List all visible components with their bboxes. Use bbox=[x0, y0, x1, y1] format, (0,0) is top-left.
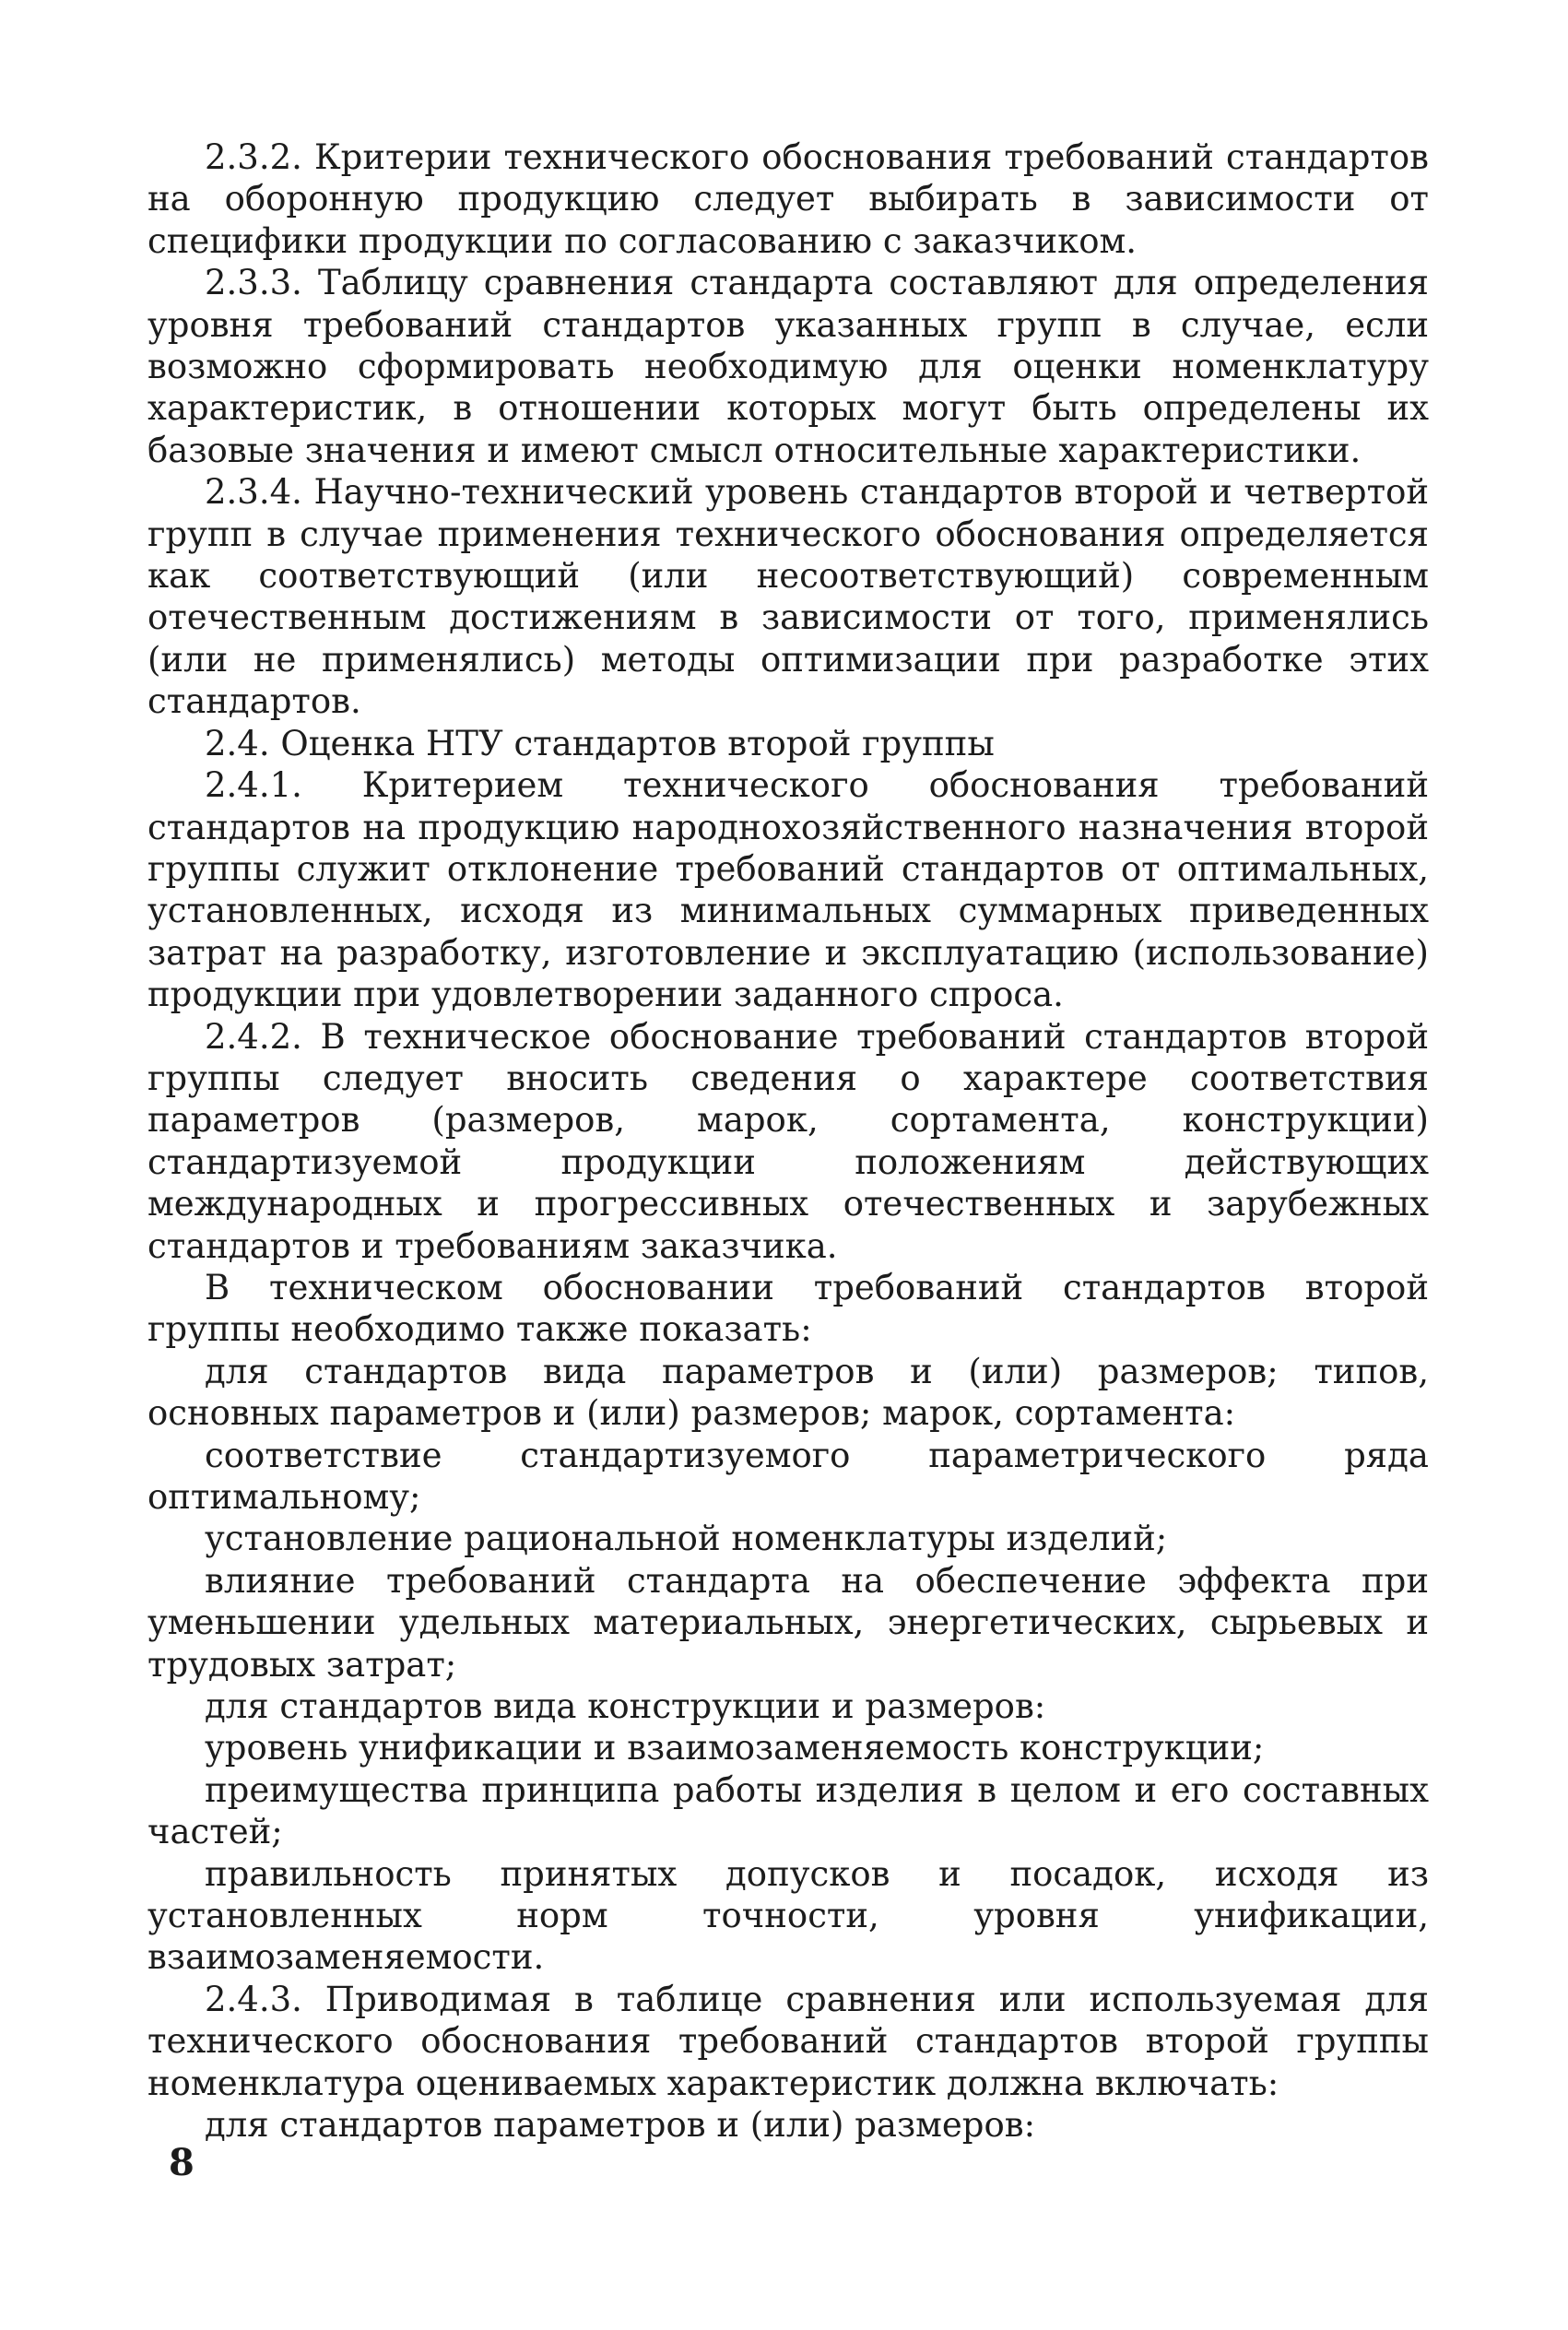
paragraph-2-4-3: 2.4.3. Приводимая в таблице сравнения или используемая для технического обоснования требований стандартов второй группы номенклатура оцениваемых характеристик должна включать: bbox=[147, 1979, 1429, 2103]
page-number: 8 bbox=[169, 2141, 195, 2184]
list-item: для стандартов вида параметров и (или) размеров; типов, основных параметров и (или) размеров; марок, сортамента: bbox=[147, 1351, 1429, 1434]
list-item: влияние требований стандарта на обеспечение эффекта при уменьшении удельных материальных, энергетических, сырьевых и трудовых затрат; bbox=[147, 1560, 1429, 1685]
list-item: уровень унификации и взаимозаменяемость конструкции; bbox=[205, 1728, 1265, 1768]
list-item: правильность принятых допусков и посадок, исходя из установленных норм точности, уровня унификации, взаимозаменяемости. bbox=[147, 1853, 1429, 1978]
list-item: для стандартов параметров и (или) размеров: bbox=[205, 2105, 1036, 2146]
body-text bbox=[147, 136, 1429, 2147]
list-item: для стандартов вида конструкции и размеров: bbox=[205, 1686, 1046, 1727]
paragraph-2-3-2: 2.3.2. Критерии технического обоснования требований стандартов на оборонную продукцию следует выбирать в зависимости от специфики продукции по согласованию с заказчиком. bbox=[147, 137, 1429, 261]
section-heading-2-4: 2.4. Оценка НТУ стандартов второй группы bbox=[205, 723, 995, 763]
paragraph-2-3-3: 2.3.3. Таблицу сравнения стандарта составляют для определения уровня требований стандартов указанных групп в случае, если возможно сформировать необходимую для оценки номенклатуру характеристик, в отношении которых могут быть определены их базовые значения и имеют смысл относительные характеристики. bbox=[147, 263, 1429, 470]
list-item: установление рациональной номенклатуры изделий; bbox=[205, 1519, 1168, 1559]
list-item: преимущества принципа работы изделия в целом и его составных частей; bbox=[147, 1769, 1429, 1852]
paragraph-2-4-1: 2.4.1. Критерием технического обоснования требований стандартов на продукцию народнохозяйственного назначения второй группы служит отклонение требований стандартов от оптимальных, установленных, исходя из минимальных суммарных приведенных затрат на разработку, изготовление и эксплуатацию (использование) продукции при удовлетворении заданного спроса. bbox=[147, 765, 1429, 1015]
list-item: соответствие стандартизуемого параметрического ряда оптимальному; bbox=[147, 1435, 1429, 1517]
paragraph-2-3-4: 2.3.4. Научно-технический уровень стандартов второй и четвертой групп в случае применения технического обоснования определяется как соответствующий (или несоответствующий) современным отечественным достижениям в зависимости от того, применялись (или не применялись) методы оптимизации при разработке этих стандартов. bbox=[147, 472, 1429, 722]
paragraph-2-4-2: 2.4.2. В техническое обоснование требований стандартов второй группы следует вносить сведения о характере соответствия параметров (размеров, марок, сортамента, конструкции) стандартизуемой продукции положениям действующих международных и прогрессивных отечественных и зарубежных стандартов и требованиям заказчика. bbox=[147, 1016, 1429, 1266]
paragraph-intro-list: В техническом обосновании требований стандартов второй группы необходимо также показать: bbox=[147, 1267, 1429, 1350]
